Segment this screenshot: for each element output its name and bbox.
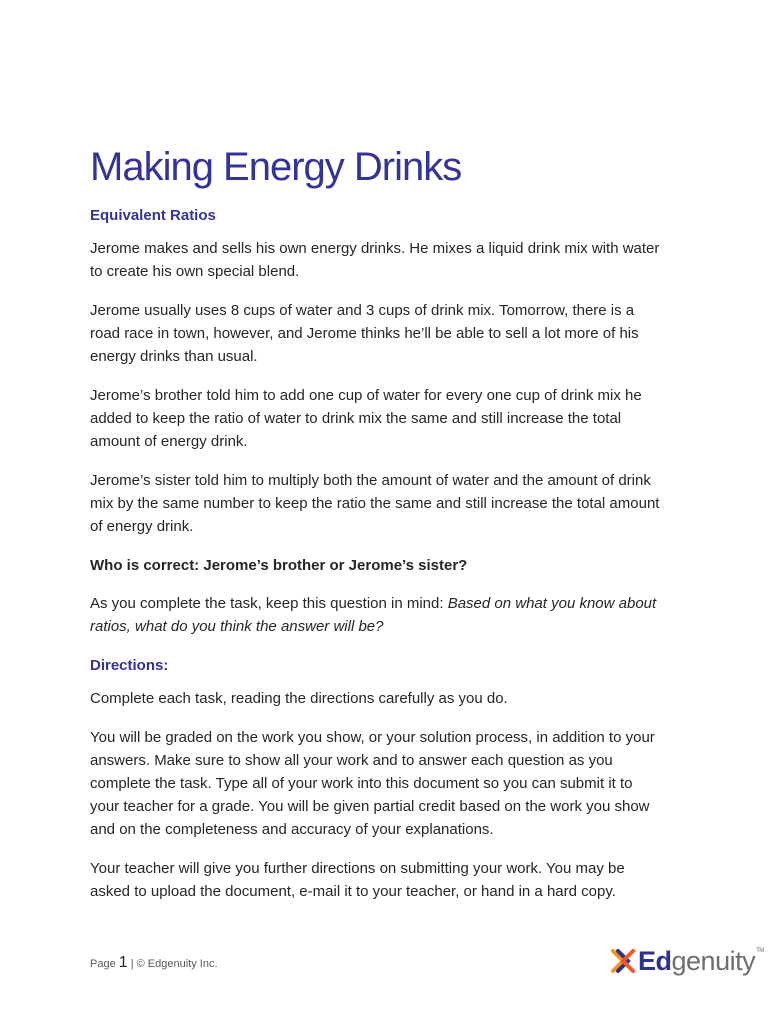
page-title: Making Energy Drinks xyxy=(90,145,462,189)
logo-wordmark xyxy=(638,945,764,976)
section-heading-directions: Directions: xyxy=(90,657,169,674)
question: Who is correct: Jerome’s brother or Jerome’s sister? xyxy=(90,557,468,574)
paragraph-intro: Jerome makes and sells his own energy drinks. He mixes a liquid drink mix with water to create his own special blend. xyxy=(90,240,660,280)
logo-trademark: TM xyxy=(756,947,764,954)
paragraph-submission: Your teacher will give you further directions on submitting your work. You may be asked to upload the document, e-mail it to your teacher, or hand in a hard copy. xyxy=(90,860,625,900)
copyright: | © Edgenuity Inc. xyxy=(127,958,218,970)
edgenuity-logo xyxy=(610,944,764,978)
page-footer xyxy=(90,954,218,972)
page-number: 1 xyxy=(118,954,128,971)
paragraph-grading: You will be graded on the work you show, or your solution process, in addition to your answers. Make sure to show all your work and to answer each question as you complete the task. Type all of your work into this document so you can submit it to your teacher for a grade. You will be given partial credit based on the work you show and on the completeness and accuracy of your explanations. xyxy=(90,729,655,838)
keep-in-mind-question: Based on what you know about ratios, what do you think the answer will be? xyxy=(90,595,657,635)
logo-ed: Ed xyxy=(638,945,672,976)
paragraph-brother: Jerome’s brother told him to add one cup of water for every one cup of drink mix he added to keep the ratio of water to drink mix the same and still increase the total amount of energy drink. xyxy=(90,387,642,450)
section-heading-equivalent-ratios: Equivalent Ratios xyxy=(90,207,216,224)
paragraph-keep-in-mind xyxy=(90,592,660,638)
paragraph-usual-recipe: Jerome usually uses 8 cups of water and 3 cups of drink mix. Tomorrow, there is a road race in town, however, and Jerome thinks he’ll be able to sell a lot more of his energy drinks than usual. xyxy=(90,302,639,365)
edgenuity-x-logo-icon xyxy=(610,948,636,974)
logo-genuity: genuity xyxy=(671,945,756,976)
paragraph-sister: Jerome’s sister told him to multiply both the amount of water and the amount of drink mix by the same number to keep the ratio the same and still increase the total amount of energy drink. xyxy=(90,472,660,535)
page-label: Page xyxy=(90,958,119,970)
paragraph-complete-task: Complete each task, reading the directions carefully as you do. xyxy=(90,690,508,707)
keep-in-mind-lead: As you complete the task, keep this question in mind: xyxy=(90,595,448,612)
